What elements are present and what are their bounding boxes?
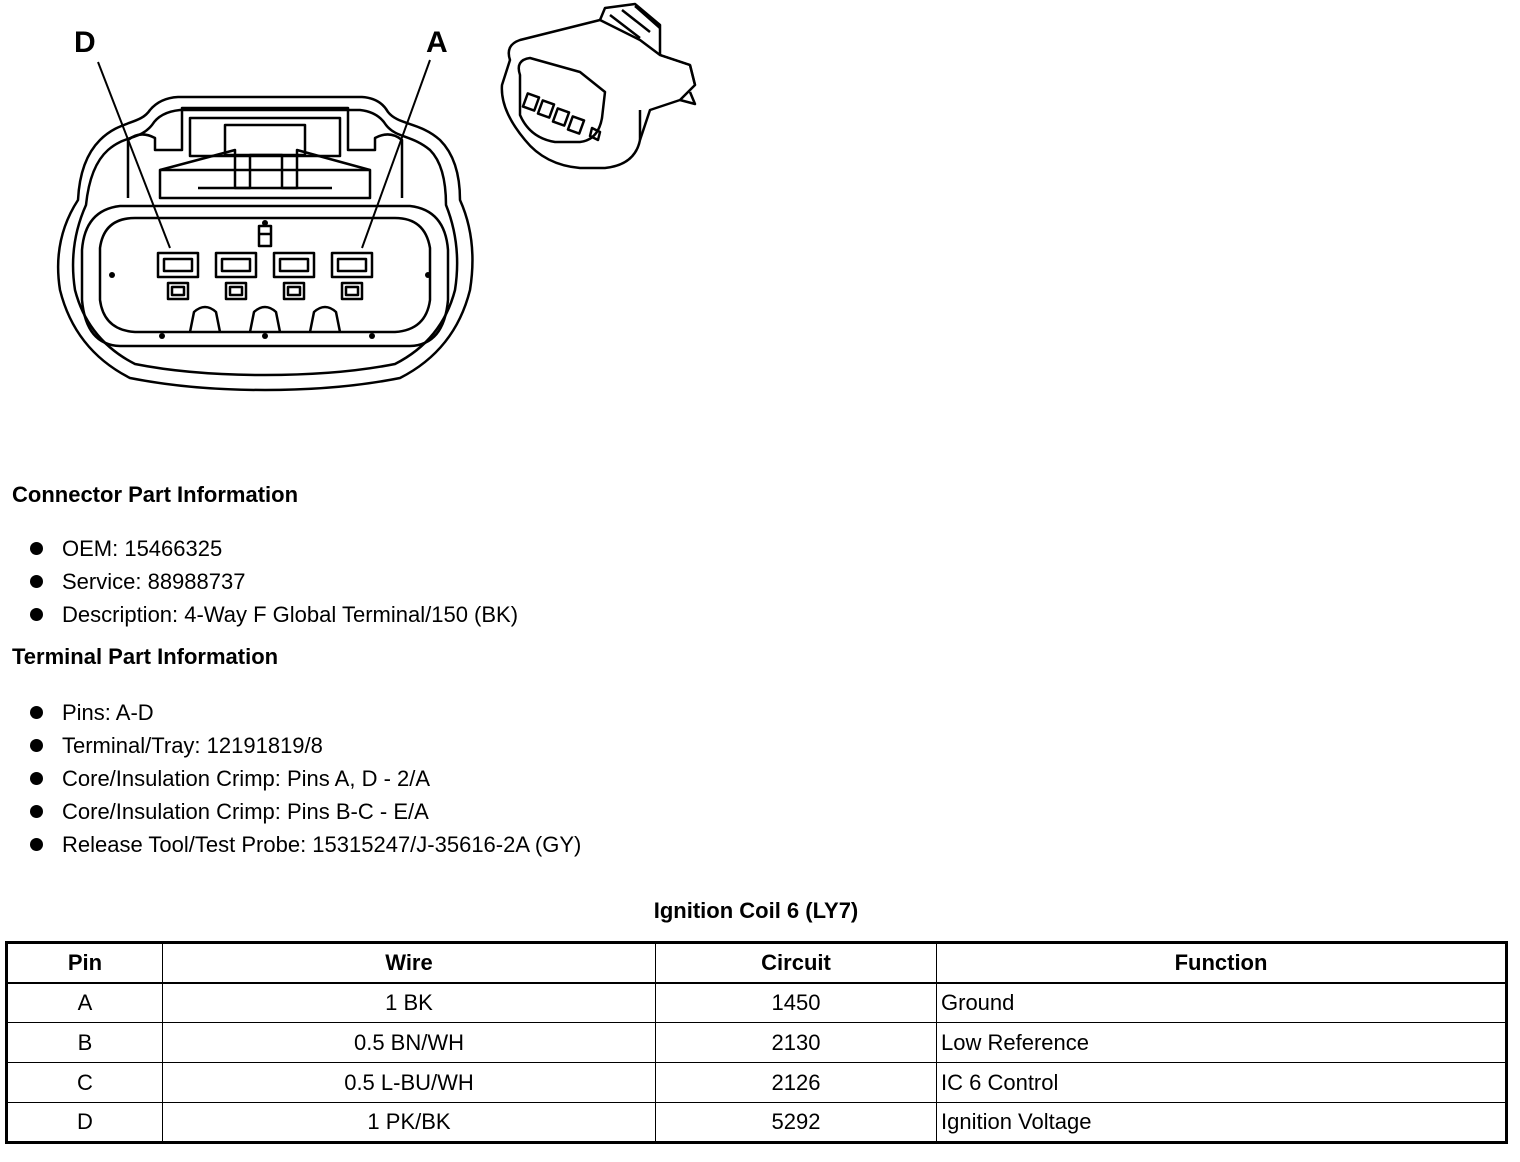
connector-info-title: Connector Part Information bbox=[12, 482, 299, 507]
list-item bbox=[30, 598, 518, 631]
bullet-icon bbox=[30, 772, 43, 785]
list-item-text: OEM: 15466325 bbox=[62, 536, 223, 561]
list-item bbox=[30, 828, 581, 861]
list-item-text: Service: 88988737 bbox=[62, 569, 246, 594]
connector-3d-view bbox=[502, 4, 695, 168]
cell-circuit: 5292 bbox=[656, 1103, 937, 1143]
cell-function: Ignition Voltage bbox=[937, 1103, 1507, 1143]
list-item bbox=[30, 532, 518, 565]
terminal-cavities bbox=[158, 253, 372, 299]
latch-cavity bbox=[128, 108, 402, 198]
leader-line-d bbox=[98, 62, 170, 248]
header-function: Function bbox=[937, 943, 1507, 983]
bullet-icon bbox=[30, 608, 43, 621]
terminal-info-title: Terminal Part Information bbox=[12, 644, 279, 669]
header-circuit: Circuit bbox=[656, 943, 937, 983]
table-row bbox=[7, 1023, 1507, 1063]
bullet-icon bbox=[30, 838, 43, 851]
bullet-icon bbox=[30, 575, 43, 588]
cell-wire: 1 BK bbox=[163, 983, 656, 1023]
bullet-icon bbox=[30, 706, 43, 719]
list-item-text: Core/Insulation Crimp: Pins B-C - E/A bbox=[62, 799, 429, 824]
cell-pin: D bbox=[7, 1103, 163, 1143]
table-header-row bbox=[7, 943, 1507, 983]
list-item-text: Core/Insulation Crimp: Pins A, D - 2/A bbox=[62, 766, 431, 791]
header-wire: Wire bbox=[163, 943, 656, 983]
connector-drawing bbox=[0, 0, 760, 420]
bullet-icon bbox=[30, 542, 43, 555]
pinout-table bbox=[5, 941, 1508, 1144]
table-row bbox=[7, 1063, 1507, 1103]
bullet-icon bbox=[30, 805, 43, 818]
list-item bbox=[30, 565, 518, 598]
cell-circuit: 2126 bbox=[656, 1063, 937, 1103]
cell-pin: B bbox=[7, 1023, 163, 1063]
list-item bbox=[30, 795, 581, 828]
list-item-text: Release Tool/Test Probe: 15315247/J-35616-2A (GY) bbox=[62, 832, 582, 857]
list-item bbox=[30, 729, 581, 762]
cell-circuit: 2130 bbox=[656, 1023, 937, 1063]
cell-pin: A bbox=[7, 983, 163, 1023]
leader-line-a bbox=[362, 60, 430, 248]
header-pin: Pin bbox=[7, 943, 163, 983]
cell-wire: 0.5 L-BU/WH bbox=[163, 1063, 656, 1103]
table-row bbox=[7, 1103, 1507, 1143]
pin-label-d: D bbox=[74, 26, 96, 59]
connector-info-list bbox=[30, 532, 518, 631]
cell-function: Low Reference bbox=[937, 1023, 1507, 1063]
cell-wire: 1 PK/BK bbox=[163, 1103, 656, 1143]
table-title: Ignition Coil 6 (LY7) bbox=[653, 898, 859, 923]
cell-pin: C bbox=[7, 1063, 163, 1103]
terminal-info-list bbox=[30, 696, 581, 861]
cell-function: IC 6 Control bbox=[937, 1063, 1507, 1103]
cell-circuit: 1450 bbox=[656, 983, 937, 1023]
list-item-text: Description: 4-Way F Global Terminal/150 (BK) bbox=[62, 602, 519, 627]
list-item bbox=[30, 762, 581, 795]
pin-label-a: A bbox=[426, 26, 448, 59]
list-item bbox=[30, 696, 581, 729]
list-item-text: Pins: A-D bbox=[62, 700, 154, 725]
cell-wire: 0.5 BN/WH bbox=[163, 1023, 656, 1063]
bullet-icon bbox=[30, 739, 43, 752]
table-row bbox=[7, 983, 1507, 1023]
cell-function: Ground bbox=[937, 983, 1507, 1023]
list-item-text: Terminal/Tray: 12191819/8 bbox=[62, 733, 323, 758]
